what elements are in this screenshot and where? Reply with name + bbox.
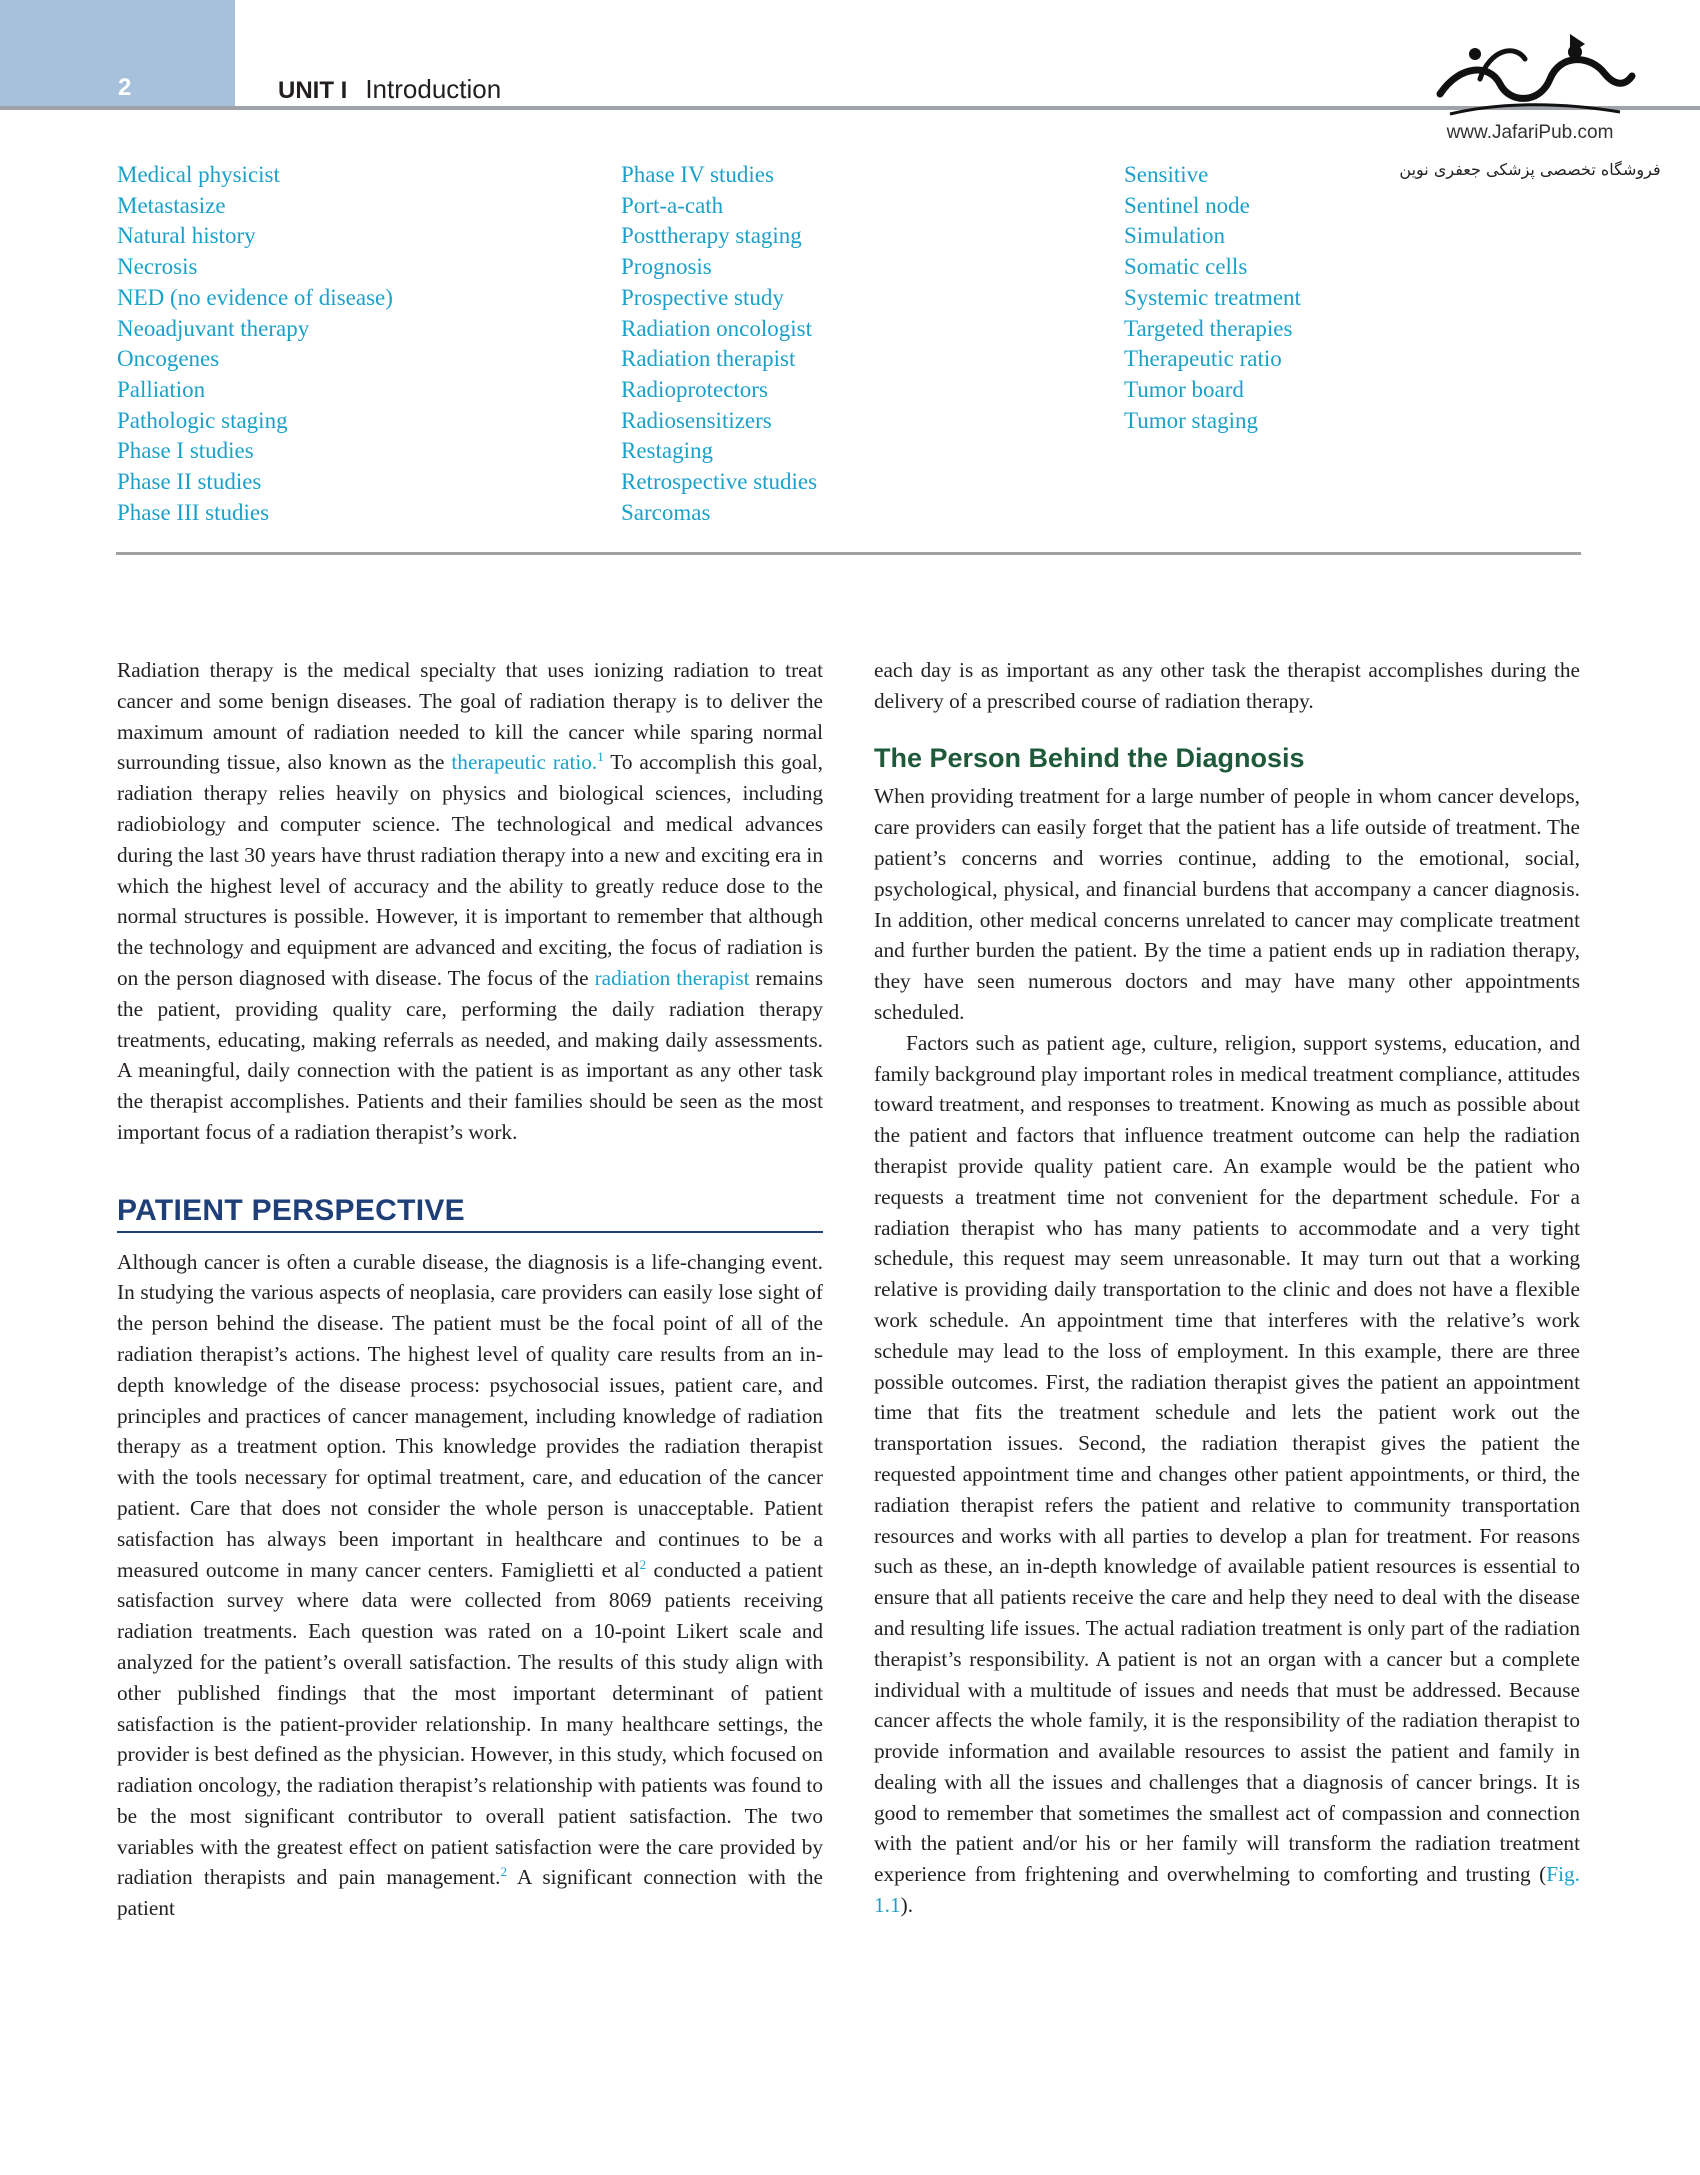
key-term: Tumor staging xyxy=(1124,407,1258,433)
key-term: Prospective study xyxy=(621,284,784,310)
running-header xyxy=(278,74,501,105)
key-term: Retrospective studies xyxy=(621,469,818,495)
text-run: ). xyxy=(900,1893,914,1918)
key-term: Therapeutic ratio xyxy=(1124,346,1282,372)
key-terms-column-3 xyxy=(1124,160,1301,436)
key-term: Sentinel node xyxy=(1124,192,1250,218)
unit-label: UNIT I xyxy=(278,77,348,104)
key-term: Phase IV studies xyxy=(621,162,774,187)
key-term: Posttherapy staging xyxy=(621,223,802,249)
key-term-therapeutic-ratio: therapeutic ratio. xyxy=(451,750,598,775)
text-run: each day is as important as any other task the therapist accomplishes during the delivery of a prescribed course of radiation therapy. xyxy=(874,658,1580,713)
key-term-radiation-therapist: radiation therapist xyxy=(594,965,750,990)
key-term: Restaging xyxy=(621,438,713,464)
text-run: Factors such as patient age, culture, religion, support systems, education, and family background play important roles in medical treatment compliance, attitudes toward treatment, and responses to treatment. Knowing as much as possible about the patient and factors that influence treatment outcome can help the radiation therapist provide quality patient care. An example would be the patient who requests a treatment time not convenient for the department schedule. For a radiation therapist who has many patients to accommodate and a very tight schedule, this request may seem unreasonable. It may turn out that a working relative is providing daily transportation to the clinic and does not have a flexible work schedule. An appointment time that interferes with the relative’s work schedule may lead to the loss of employment. In this example, there are three possible outcomes. First, the radiation therapist gives the patient an appointment time that fits the treatment schedule and lets the patient work out the transportation issues. Second, the radiation therapist gives the patient the requested appointment time and changes other patient appointments, or third, the radiation therapist refers the patient and relative to community transportation resources and works with all parties to develop a plan for treatment. For reasons such as these, an in-depth knowledge of available patient resources is essential to ensure that all patients receive the care and help they need to deal with the disease and resulting life issues. The actual radiation treatment is only part of the radiation therapist’s responsibility. A patient is not an organ with a cancer but a complete individual with a multitude of issues and needs that must be addressed. Because cancer affects the whole family, it is the responsibility of the radiation therapist to provide information and available resources to assist the patient and family in dealing with all the issues and challenges that a diagnosis of cancer brings. It is good to remember that sometimes the smallest act of compassion and connection with the patient and/or his or her family will transform the radiation treatment experience from frightening and overwhelming to comforting and trusting ( xyxy=(874,1030,1580,1887)
key-term: Radiation therapist xyxy=(621,346,796,372)
key-term: Pathologic staging xyxy=(117,407,288,433)
publisher-logo xyxy=(1420,24,1640,134)
key-term: Oncogenes xyxy=(117,346,220,372)
unit-title: Introduction xyxy=(365,74,502,104)
figure-link[interactable]: Fig. 1.1 xyxy=(874,1862,1580,1918)
citation: 2 xyxy=(639,1556,647,1572)
publisher-subtitle: فروشگاه تخصصی پزشکی جعفری نوین xyxy=(1399,160,1661,179)
key-term: Simulation xyxy=(1124,223,1225,249)
key-term: Metastasize xyxy=(117,192,226,218)
key-term: Medical physicist xyxy=(117,162,280,187)
key-term: Targeted therapies xyxy=(1124,315,1293,341)
key-term: Systemic treatment xyxy=(1124,284,1301,310)
patient-perspective-continued xyxy=(874,655,1580,717)
key-term: Phase III studies xyxy=(117,499,270,525)
key-term: Natural history xyxy=(117,223,256,249)
key-term: Palliation xyxy=(117,376,206,402)
text-run-continued: A significant connection with the patient xyxy=(117,1865,823,1921)
body-column-right xyxy=(874,655,1580,1921)
key-terms-column-1 xyxy=(117,160,393,528)
page-number: 2 xyxy=(118,74,132,101)
key-term: Radiosensitizers xyxy=(621,407,772,433)
section-heading: PATIENT PERSPECTIVE xyxy=(117,1196,823,1233)
key-term: Port-a-cath xyxy=(621,192,724,218)
person-behind-paragraph-1: When providing treatment for a large number of people in whom cancer develops, care providers can easily forget that the patient has a life outside of treatment. The patient’s concerns and worries continue, adding to the emotional, social, psychological, physical, and financial burdens that accompany a cancer diagnosis. In addition, other medical concerns unrelated to cancer may complicate treatment and further burden the patient. By the time a patient ends up in radiation therapy, they have seen numerous doctors and may have many other appointments scheduled. xyxy=(874,784,1580,1024)
key-term: NED (no evidence of disease) xyxy=(117,284,393,310)
key-term: Radiation oncologist xyxy=(621,315,813,341)
key-term: Phase I studies xyxy=(117,438,254,464)
text-run: Although cancer is often a curable disease, the diagnosis is a life-changing event. In studying the various aspects of neoplasia, care providers can easily lose sight of the person behind the disease. The patient must be the focal point of all of the radiation therapist’s actions. The highest level of quality care results from an in-depth knowledge of the disease process: psychosocial issues, patient care, and principles and practices of cancer management, including knowledge of radiation therapy as a treatment option. This knowledge provides the radiation therapist with the tools necessary for optimal treatment, care, and education of the cancer patient. Care that does not consider the whole person is unacceptable. Patient satisfaction has always been important in healthcare and continues to be a measured outcome in many cancer centers. Famiglietti et al xyxy=(117,1249,823,1582)
person-behind-paragraph-2 xyxy=(874,1028,1580,1921)
publisher-url: www.JafariPub.com xyxy=(1446,122,1614,143)
text-run: To accomplish this goal, radiation therapy relies heavily on physics and biological sciences, including radiobiology and computer science. The technological and medical advances during the last 30 years have thrust radiation therapy into a new and exciting era in which the highest level of accuracy and the ability to greatly reduce dose to the normal structures is possible. However, it is important to remember that although the technology and equipment are advanced and exciting, the focus of radiation is on the person diagnosed with disease. The focus of the xyxy=(117,750,824,990)
key-term: Somatic cells xyxy=(1124,254,1248,280)
key-term: Sarcomas xyxy=(621,499,711,525)
text-run: remains the patient, providing quality care, performing the daily radiation therapy treatments, educating, making referrals as needed, and making daily assessments. A meaningful, daily connection with the patient is as important as any other task the therapist accomplishes. Patients and their families should be seen as the most important focus of a radiation therapist’s work. xyxy=(117,965,823,1144)
key-term: Radioprotectors xyxy=(621,376,768,402)
key-term: Phase II studies xyxy=(117,469,262,495)
subsection-heading: The Person Behind the Diagnosis xyxy=(874,742,1305,773)
intro-paragraph xyxy=(117,655,823,1148)
key-term: Prognosis xyxy=(621,254,712,280)
key-term: Sensitive xyxy=(1124,162,1209,187)
text-run: conducted a patient satisfaction survey where data were collected from 8069 patients receiving radiation treatments. Each question was rated on a 10-point Likert scale and analyzed for the patient’s overall satisfaction. The results of this study align with other published findings that the most important determinant of patient satisfaction is the patient-provider relationship. In many healthcare settings, the provider is best defined as the physician. However, in this study, which focused on radiation oncology, the radiation therapist’s relationship with patients was found to be the most significant contributor to overall patient satisfaction. The two variables with the greatest effect on patient satisfaction were the care provided by radiation therapists and pain management. xyxy=(117,1557,823,1890)
key-terms-divider xyxy=(116,552,1581,555)
key-term: Neoadjuvant therapy xyxy=(117,315,310,341)
key-term: Tumor board xyxy=(1124,376,1244,402)
key-term: Necrosis xyxy=(117,254,198,280)
text-run: Radiation therapy is the medical specialty that uses ionizing radiation to treat cancer and some benign diseases. The goal of radiation therapy is to deliver the maximum amount of radiation needed to kill the cancer while sparing normal surrounding tissue, also known as the xyxy=(117,658,823,775)
key-terms-column-2 xyxy=(621,160,817,528)
body-column-left xyxy=(117,655,823,1924)
patient-perspective-paragraph xyxy=(117,1247,823,1925)
citation: 2 xyxy=(500,1864,507,1880)
citation: 1 xyxy=(597,749,604,765)
